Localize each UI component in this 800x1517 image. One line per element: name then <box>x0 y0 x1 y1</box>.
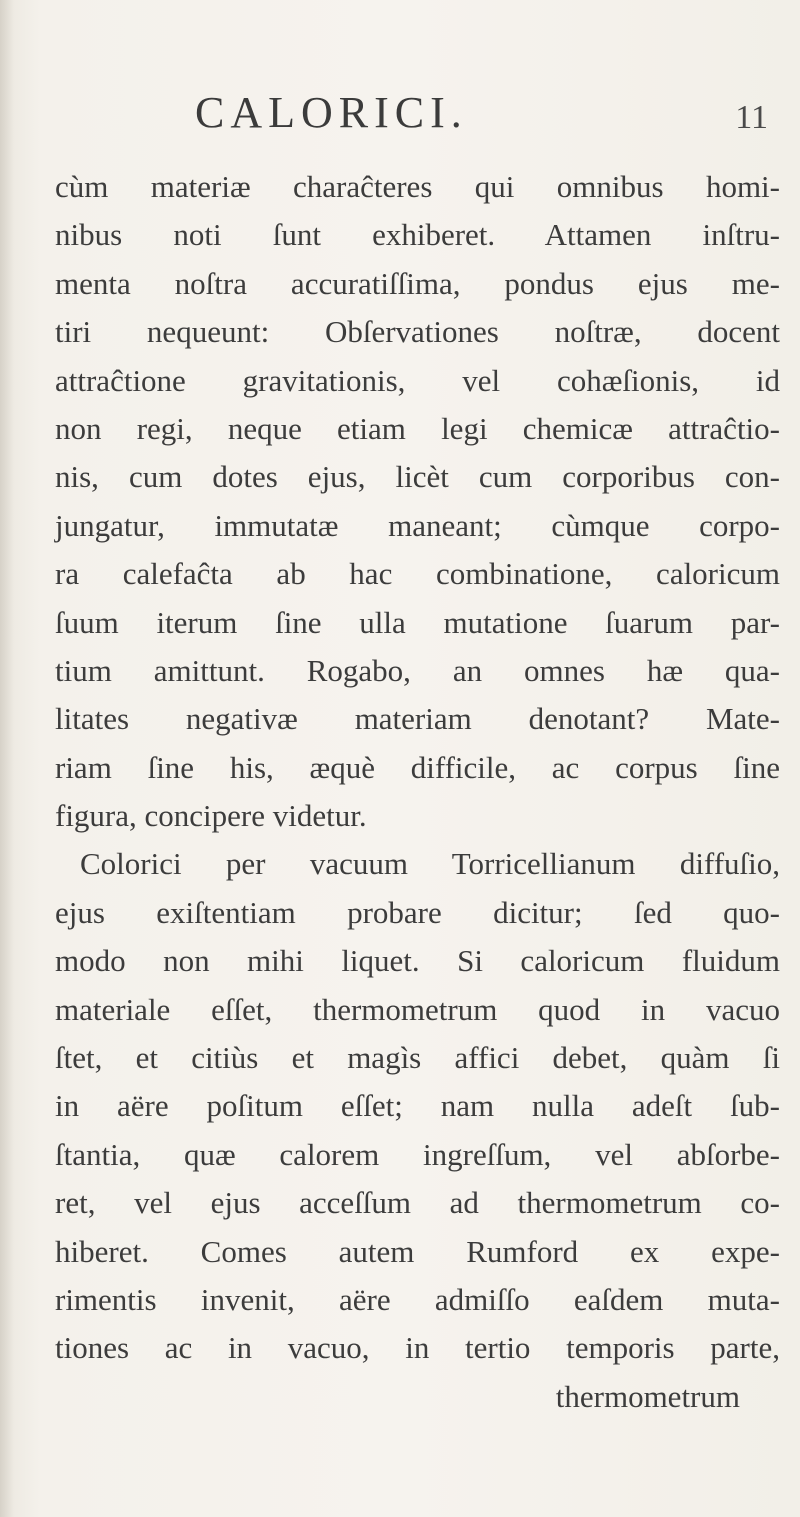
body-text <box>55 163 780 1421</box>
text-line: menta noſtra accuratiſſima, pondus ejus me- <box>55 265 780 301</box>
text-line: rimentis invenit, aëre admiſſo eaſdem muta- <box>55 1281 780 1317</box>
text-line: cùm materiæ charaĉteres qui omnibus homi- <box>55 169 780 204</box>
text-line: nibus noti ſunt exhiberet. Attamen inſtru- <box>55 217 780 253</box>
text-line: ra calefaĉta ab hac combinatione, caloricum <box>55 556 780 592</box>
text-line: ſuum iterum ſine ulla mutatione ſuarum par- <box>55 604 780 640</box>
text-line: figura, concipere videtur. <box>55 798 367 834</box>
text-line: tium amittunt. Rogabo, an omnes hæ qua- <box>55 652 780 688</box>
page-header <box>0 88 800 138</box>
text-line: jungatur, immutatæ maneant; cùmque corpo- <box>55 507 780 543</box>
text-line: litates negativæ materiam denotant? Mate- <box>55 701 780 737</box>
text-line: in aëre poſitum eſſet; nam nulla adeſt ſub- <box>55 1088 780 1124</box>
text-line: attraĉtione gravitationis, vel cohæſionis, id <box>55 362 780 398</box>
spine-shadow <box>0 0 14 1517</box>
text-line: Colorici per vacuum Torricellianum diffuſio, <box>80 846 780 882</box>
text-line: ſtantia, quæ calorem ingreſſum, vel abſorbe- <box>55 1136 780 1172</box>
text-line: ſtet, et citiùs et magìs affici debet, quàm ſi <box>55 1040 780 1076</box>
text-line: materiale eſſet, thermometrum quod in vacuo <box>55 991 780 1027</box>
text-line: tiri nequeunt: Obſervationes noſtræ, docent <box>55 314 780 350</box>
text-line: hiberet. Comes autem Rumford ex expe- <box>55 1233 780 1269</box>
text-line: modo non mihi liquet. Si caloricum fluidum <box>55 943 780 979</box>
text-line: riam ſine his, æquè difficile, ac corpus ſine <box>55 749 780 785</box>
text-line: nis, cum dotes ejus, licèt cum corporibus con- <box>55 459 780 495</box>
text-line: ejus exiſtentiam probare dicitur; ſed quo- <box>55 894 780 930</box>
page-number: 11 <box>735 99 768 136</box>
text-line: ret, vel ejus acceſſum ad thermometrum co- <box>55 1185 780 1221</box>
text-line: non regi, neque etiam legi chemicæ attraĉtio- <box>55 410 780 446</box>
running-title: CALORICI. <box>195 88 468 137</box>
catchword: thermometrum <box>555 1378 740 1414</box>
text-line: tiones ac in vacuo, in tertio temporis parte, <box>55 1330 780 1366</box>
